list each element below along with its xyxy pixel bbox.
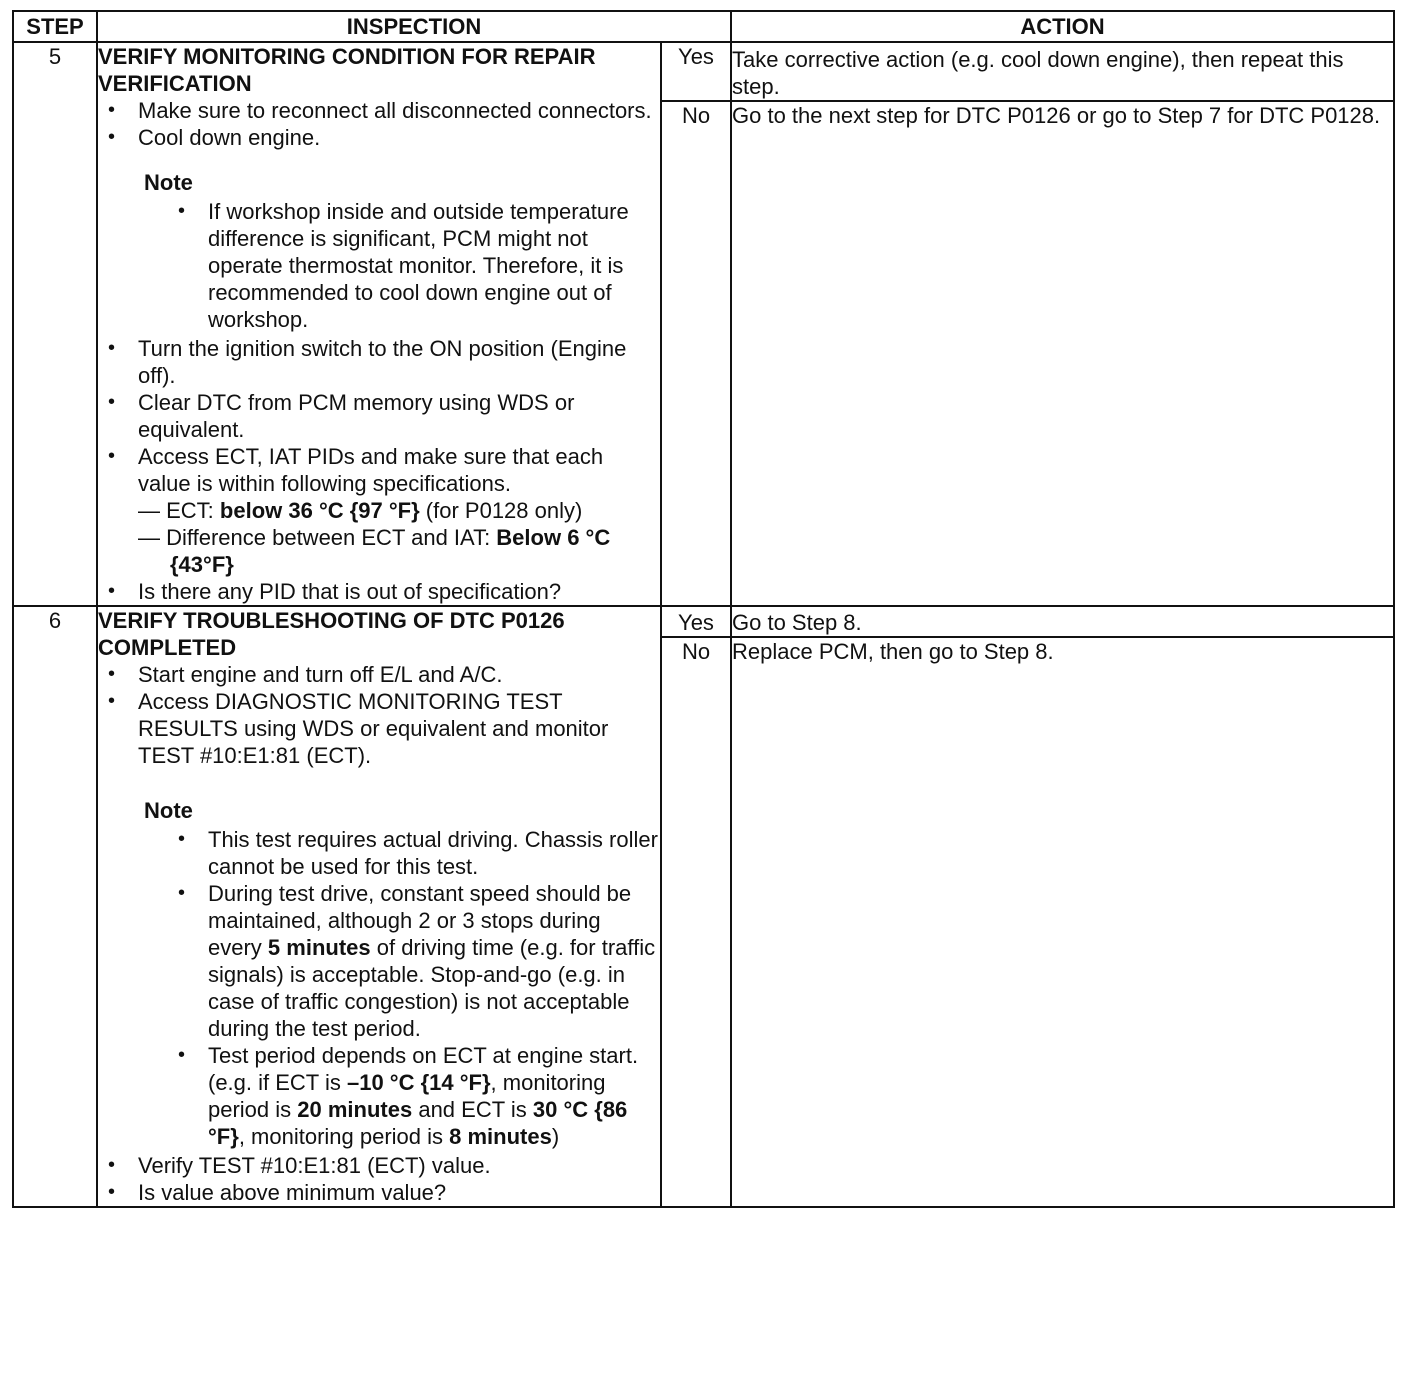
step6-no-label: No [661,637,731,1207]
step5-bullets-b [98,335,660,605]
note-text: and ECT is [412,1097,533,1122]
list-item: • Cool down engine. [138,124,660,151]
note-bold: 20 minutes [297,1097,413,1122]
step5-yes-action: Take corrective action (e.g. cool down engine), then repeat this step. [731,42,1394,101]
spec-diff-label: — Difference between ECT and IAT: [138,525,497,550]
step5-note-list [98,198,660,333]
list-item: • Turn the ignition switch to the ON position (Engine off). [138,335,660,389]
step6-bullets-b [98,1152,660,1206]
list-item: • Is there any PID that is out of specification? [138,578,660,605]
header-step: STEP [13,11,97,42]
step6-no-action: Replace PCM, then go to Step 8. [731,637,1394,1207]
note-text: , monitoring period is [238,1124,450,1149]
list-item: • This test requires actual driving. Chassis roller cannot be used for this test. [208,826,660,880]
list-item: • Start engine and turn off E/L and A/C. [138,661,660,688]
note-text: During test drive, constant speed should be maintained, although 2 or 3 stops during every [208,881,632,960]
spec-diff-value: Below 6 °C {43°F} [170,525,611,577]
list-item: • Is value above minimum value? [138,1179,660,1206]
step6-inspection [97,606,661,1207]
note-text: Test period depends on ECT at engine start. (e.g. if ECT is [208,1043,639,1095]
note-text: of driving time (e.g. for traffic signals) is acceptable. Stop-and-go (e.g. in case of traffic congestion) is not acceptable during the test period. [208,935,656,1041]
note-text: ) [551,1124,560,1149]
step5-title: VERIFY MONITORING CONDITION FOR REPAIR VERIFICATION [98,44,596,96]
list-item: • Make sure to reconnect all disconnected connectors. [138,97,660,124]
spec-ect-note: (for P0128 only) [419,498,583,523]
step5-bullets-a [98,97,660,151]
step6-bullets-a [98,661,660,769]
header-row [13,11,1394,42]
spec-diff [138,524,660,578]
step5-yes-label: Yes [661,42,731,101]
list-item: • Verify TEST #10:E1:81 (ECT) value. [138,1152,660,1179]
step6-yes-action: Go to Step 8. [731,606,1394,637]
step6-number: 6 [13,606,97,1207]
spec-intro: Access ECT, IAT PIDs and make sure that each value is within following specifications. [138,444,604,496]
spec-ect [138,497,660,524]
list-item: • Clear DTC from PCM memory using WDS or equivalent. [138,389,660,443]
note-bold: –10 °C {14 °F} [346,1070,491,1095]
list-item [208,1042,660,1150]
step6-note-heading: Note [144,798,193,823]
list-item [208,880,660,1042]
step5-note-heading: Note [144,170,193,195]
list-item: • Access DIAGNOSTIC MONITORING TEST RESULTS using WDS or equivalent and monitor TEST #10:E1:81 (ECT). [138,688,660,769]
diagnostic-table [12,10,1395,1208]
step5-no-action: Go to the next step for DTC P0126 or go to Step 7 for DTC P0128. [731,101,1394,606]
step6-title: VERIFY TROUBLESHOOTING OF DTC P0126 COMPLETED [98,608,565,660]
step5-row-yes [13,42,1394,101]
step6-row-yes [13,606,1394,637]
step5-inspection [97,42,661,606]
step6-note-list [98,826,660,1150]
header-inspection: INSPECTION [97,11,731,42]
step5-number: 5 [13,42,97,606]
spec-ect-value: below 36 °C {97 °F} [219,498,420,523]
note-bold: 5 minutes [267,935,371,960]
spec-ect-label: — ECT: [138,498,220,523]
note-bold: 30 °C {86 °F} [208,1097,628,1149]
step6-yes-label: Yes [661,606,731,637]
step5-no-label: No [661,101,731,606]
list-item [138,443,660,578]
note-bold: 8 minutes [449,1124,552,1149]
note-text: , monitoring period is [208,1070,606,1122]
header-action: ACTION [731,11,1394,42]
list-item: • If workshop inside and outside temperature difference is significant, PCM might not operate thermostat monitor. Therefore, it is recommended to cool down engine out of workshop. [208,198,660,333]
